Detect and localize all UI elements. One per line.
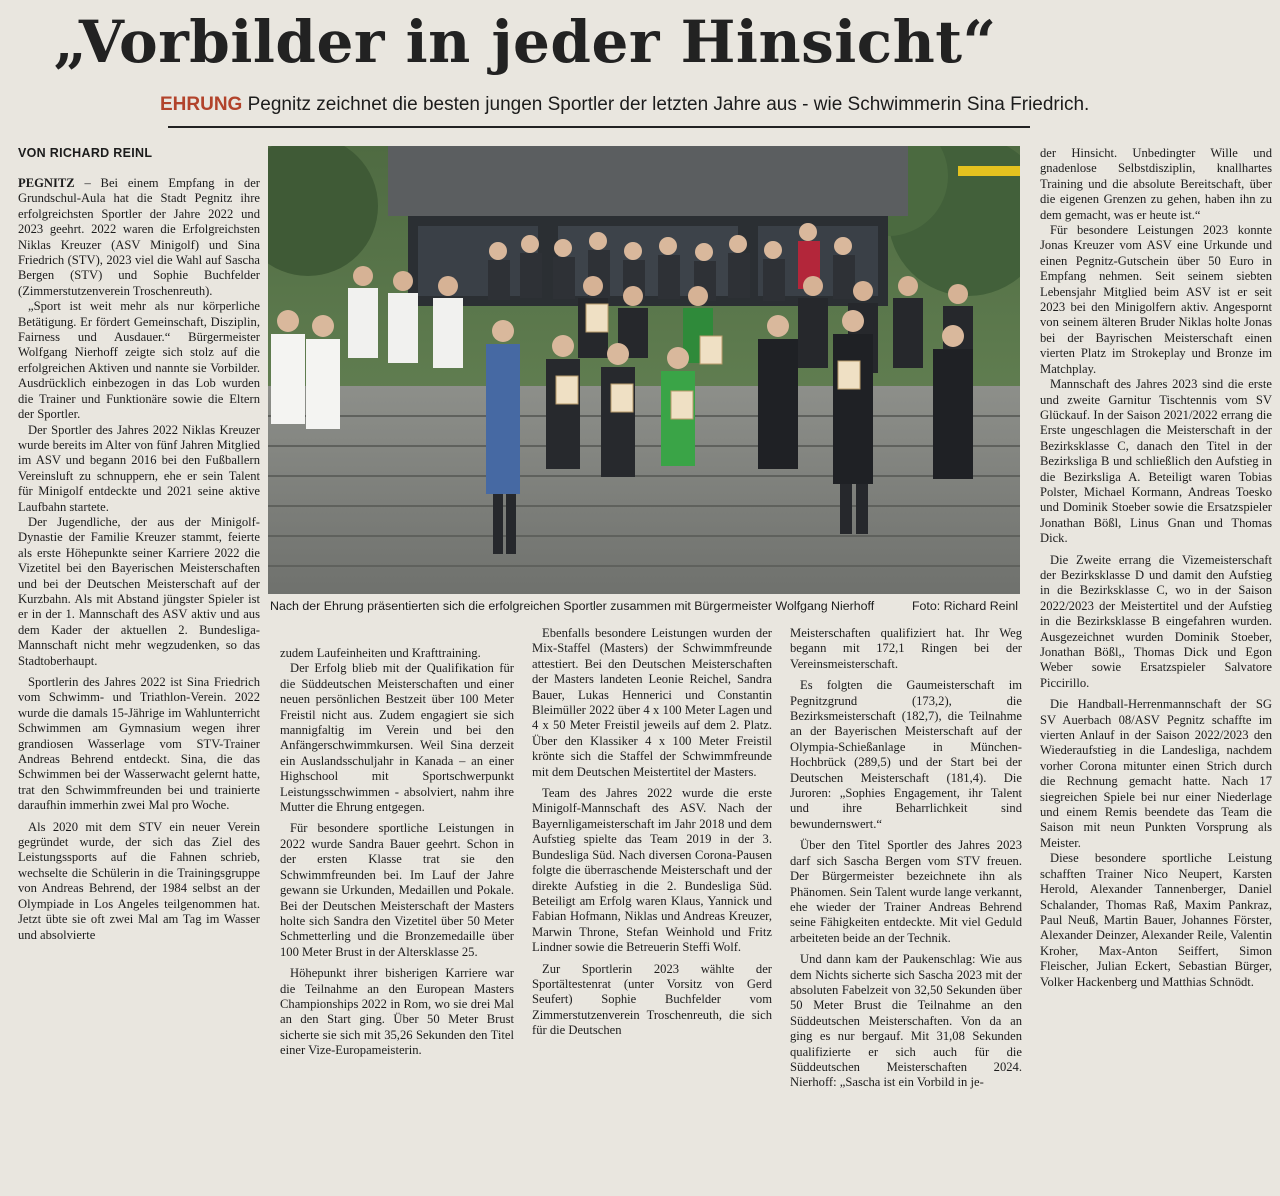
photo-caption: [270, 598, 1020, 614]
paragraph: Die Handball-Herrenmannschaft der SG SV Auerbach 08/ASV Pegnitz schaffte im vierten Anlauf in der Saison 2022/2023 den Wiederaufstieg in die Landesliga, nachdem vorher Corona mitunter einen Strich durch die Rechnung gemacht hatte. Nach 17 siegreichen Spiele bei nur einer Niederlage und einem Remis beendete das Team die Saison mit neun Punkten Vorsprung als Meister.: [1040, 697, 1272, 850]
subline-text: Pegnitz zeichnet die besten jungen Sportler der letzten Jahre aus - wie Schwimmerin Sina Friedrich.: [247, 94, 1090, 115]
paragraph: Als 2020 mit dem STV ein neuer Verein gegründet wurde, der sich das Ziel des Leistungssports auf die Fahnen schrieb, wechselte die Schülerin in die Trainingsgruppe von Andreas Behrend, der 1984 selbst an der Olympiade in Los Angeles teilgenommen hat. Jetzt übte sie oft zwei Mal am Tag im Wasser und absolvierte: [18, 819, 260, 942]
column-1: [18, 176, 260, 1188]
paragraph: Team des Jahres 2022 wurde die erste Minigolf-Mannschaft des ASV. Nach der Bayernligameisterschaft im Jahr 2018 und dem Aufstieg spielte das Team 2019 in der 3. Bundesliga Süd. Nach diversen Corona-Pausen folgte die überraschende Meisterschaft und der direkte Aufstieg in die 2. Bundesliga Süd. Beteiligt am Erfolg waren Klaus, Yannick und Fabian Hofmann, Niklas und Andreas Kreuzer, Marwin Throne, Stefan Weinhold und Fritz Lindner sowie die Betreuerin Steffi Wolf.: [532, 786, 772, 955]
paragraph: Mannschaft des Jahres 2023 sind die erste und zweite Garnitur Tischtennis vom SV Glückauf. In der Saison 2021/2022 errang die Erste ungeschlagen die Meisterschaft in der Bezirksklasse C, danach den Titel in der Bezirksliga B und schließlich den Aufstieg in die Bezirksliga A. Beteiligt waren Tobias Polster, Michael Kormann, Andreas Toesko und Dominik Stoeber sowie die Ersatzspieler Jonathan Bößl, Linus Gnan und Thomas Dick.: [1040, 377, 1272, 546]
subline: [160, 92, 1090, 118]
group-photo: [268, 146, 1020, 594]
column-4: [790, 626, 1022, 1188]
paragraph: [18, 176, 260, 299]
paragraph: „Sport ist weit mehr als nur körperliche Betätigung. Er fördert Gemeinschaft, Disziplin, Fairness und Ausdauer.“ Bürgermeister Wolfgang Nierhoff zeigte sich stolz auf die erfolgreichen Aktiven und nannte sie Vorbilder. Ausdrücklich einbezogen in das Lob wurden die Trainer und Funktionäre sowie die Eltern der Sportler.: [18, 299, 260, 422]
paragraph: Für besondere Leistungen 2023 konnte Jonas Kreuzer vom ASV eine Urkunde und einen Pegnitz-Gutschein über 50 Euro in Empfang nehmen. Seit seinem siebten Lebensjahr Mitglied beim ASV ist er seit 2023 bei den Minigolfern aktiv. Angespornt von seinem älteren Bruder Niklas holte Jonas bei der Bayrischen Meisterschaft einen vierten Platz im Strokeplay und Bronze im Matchplay.: [1040, 223, 1272, 376]
paragraph: Sportlerin des Jahres 2022 ist Sina Friedrich vom Schwimm- und Triathlon-Verein. 2022 wurde die damals 15-Jährige im Wahlunterricht Schwimmen am Gymnasium wegen ihrer grandiosen Wasserlage vom STV-Trainer Andreas Behrend entdeckt. Sina, die das Schwimmen bei der Wasserwacht gelernt hatte, trat den Schwimmfreunden bei und trainierte daraufhin immerhin zwei Mal pro Woche.: [18, 675, 260, 813]
paragraph: Höhepunkt ihrer bisherigen Karriere war die Teilnahme an den European Masters Championships 2022 in Rom, wo sie drei Mal an den Start ging. Über 50 Meter Brust sicherte sie sich mit 35,26 Sekunden den Titel einer Vize-Europameisterin.: [280, 966, 514, 1058]
paragraph: der Hinsicht. Unbedingter Wille und gnadenlose Selbstdisziplin, knallhartes Training und die absolute Bereitschaft, über die eigenen Grenzen zu gehen, haben ihn zu dem gemacht, was er heute ist.“: [1040, 146, 1272, 222]
paragraph: Für besondere sportliche Leistungen in 2022 wurde Sandra Bauer geehrt. Schon in der ersten Klasse trat sie den Schwimmfreunden bei. Im Lauf der Jahre gewann sie Urkunden, Medaillen und Pokale. Bei der Deutschen Meisterschaft der Masters holte sich Sandra den Vizetitel über 50 Meter Schmetterling und die Bronzemedaille über 100 Meter Brust in der Altersklasse 25.: [280, 821, 514, 959]
dateline: PEGNITZ: [18, 176, 75, 190]
byline: VON RICHARD REINL: [18, 146, 153, 160]
paragraph: Zur Sportlerin 2023 wählte der Sportältestenrat (unter Vorsitz von Gerd Seufert) Sophie Buchfelder vom Zimmerstutzenverein Troschenreuth, die sich für die Deutschen: [532, 961, 772, 1038]
headline: „Vorbilder in jeder Hinsicht“: [53, 8, 997, 76]
headline-rule: [168, 126, 1030, 128]
paragraph: Und dann kam der Paukenschlag: Wie aus dem Nichts sicherte sich Sascha 2023 mit der absoluten Fabelzeit von 32,50 Sekunden über 50 Meter Brust die Teilnahme an den Süddeutschen Meisterschaften. Von da an ging es nur bergauf. Mit 31,08 Sekunden qualifizierte er sich auch für die Süddeutschen Meisterschaften 2024. Nierhoff: „Sascha ist ein Vorbild in je-: [790, 952, 1022, 1090]
column-3: [532, 626, 772, 1188]
paragraph: Meisterschaften qualifiziert hat. Ihr Weg begann mit 172,1 Ringen bei der Vereinsmeisterschaft.: [790, 626, 1022, 671]
paragraph: Es folgten die Gaumeisterschaft im Pegnitzgrund (173,2), die Bezirksmeisterschaft (182,7), die Teilnahme an der Bayerischen Meisterschaft auf der Olympia-Schießanlage in München-Hochbrück (289,5) und der Start bei der Deutschen Meisterschaft (181,4). Die Juroren: „Sophies Engagement, ihr Talent und ihre Beharrlichkeit sind bewundernswert.“: [790, 678, 1022, 831]
column-2: [280, 646, 514, 1188]
paragraph: Über den Titel Sportler des Jahres 2023 darf sich Sascha Bergen vom STV freuen. Der Bürgermeister bezeichnete ihn als Phänomen. Sein Talent wurde lange verkannt, ehe wieder der Trainer Andreas Behrend seine Fähigkeiten entdeckte. Mit viel Geduld arbeiteten beide an der Technik.: [790, 838, 1022, 945]
kicker: EHRUNG: [160, 94, 243, 115]
paragraph: Der Sportler des Jahres 2022 Niklas Kreuzer wurde bereits im Alter von fünf Jahren Mitglied im ASV und begann 2016 bei den Fußballern Vereinsluft zu schnuppern, ehe er sein Talent für Minigolf entdeckte und 2021 seine aktive Laufbahn startete.: [18, 422, 260, 514]
group-photo-illustration: [268, 146, 1020, 594]
paragraph: zudem Laufeinheiten und Krafttraining.: [280, 646, 481, 660]
paragraph: Der Erfolg blieb mit der Qualifikation für die Süddeutschen Meisterschaften und einer neuen persönlichen Bestzeit über 100 Meter Freistil nicht aus. Zudem engagiert sie sich mannigfaltig im Verein und bei den Anfängerschwimmkursen. Weil Sina derzeit ein Auslandsschuljahr in Kanada – an einer Highschool mit Sportschwerpunkt Leistungsschwimmen - absolviert, nahm ihre Mutter die Ehrung entgegen.: [280, 661, 514, 815]
paragraph: Der Jugendliche, der aus der Minigolf-Dynastie der Familie Kreuzer stammt, feierte als erste Höhepunkte seiner Karriere 2022 die Vizetitel bei den Bayerischen Meisterschaften und bei der Deutschen Meisterschaft auf der Kurzbahn. Als mit Abstand jüngster Spieler ist er in der 1. Mannschaft des ASV aktiv und aus dem Kader der aktuellen 2. Bundesliga-Mannschaft nicht mehr wegzudenken, so das Stadtoberhaupt.: [18, 514, 260, 668]
paragraph: Diese besondere sportliche Leistung schafften Trainer Nico Neupert, Karsten Herold, Alexander Tannenberger, Daniel Schalander, Thomas Raß, Maxim Pankraz, Paul Neuß, Martin Bauer, Johannes Förster, Alexander Deinzer, Alexander Reile, Valentin Kroher, Max-Anton Seiffert, Simon Fleischer, Julian Eckert, Sebastian Bürger, Volker Hackenberg und Matthias Schnödt.: [1040, 851, 1272, 989]
paragraph-text: – Bei einem Empfang in der Grundschul-Aula hat die Stadt Pegnitz ihre erfolgreichsten Sportler der Jahre 2022 und 2023 geehrt. 2022 waren die Erfolgreichsten Niklas Kreuzer (ASV Minigolf) und Sina Friedrich (STV), 2023 viel die Wahl auf Sascha Bergen (STV) und Sophie Buchfelder (Zimmerstutzenverein Troschenreuth).: [18, 176, 260, 298]
photo-credit: Foto: Richard Reinl: [911, 599, 1018, 613]
paragraph: Ebenfalls besondere Leistungen wurden der Mix-Staffel (Masters) der Schwimmfreunde attestiert. Bei den Deutschen Meisterschaften der Masters landeten Leonie Reichel, Sandra Bauer, Lukas Hennerici und Constantin Bleimüller 2022 über 4 x 100 Meter Lagen und 4 x 50 Meter Freistil jeweils auf dem 2. Platz. Über den Klassiker 4 x 100 Meter Freistil krönte sich die Staffel der Schwimmfreunde mit dem Deutschen Meistertitel der Masters.: [532, 626, 772, 779]
column-5: [1040, 146, 1272, 1188]
photo-caption-text: Nach der Ehrung präsentierten sich die erfolgreichen Sportler zusammen mit Bürgermeister Wolfgang Nierhoff: [270, 599, 875, 613]
paragraph: Die Zweite errang die Vizemeisterschaft der Bezirksklasse D und damit den Aufstieg in die Bezirksklasse C, wo in der Saison 2022/2023 der Meistertitel und der Aufstieg in die Bezirksklasse B eingefahren wurden. Ausgezeichnet wurden Dominik Stoeber, Jonathan Bößl,, Thomas Dick und Egon Weber sowie Ersatzspieler Salvatore Piccirillo.: [1040, 552, 1272, 690]
